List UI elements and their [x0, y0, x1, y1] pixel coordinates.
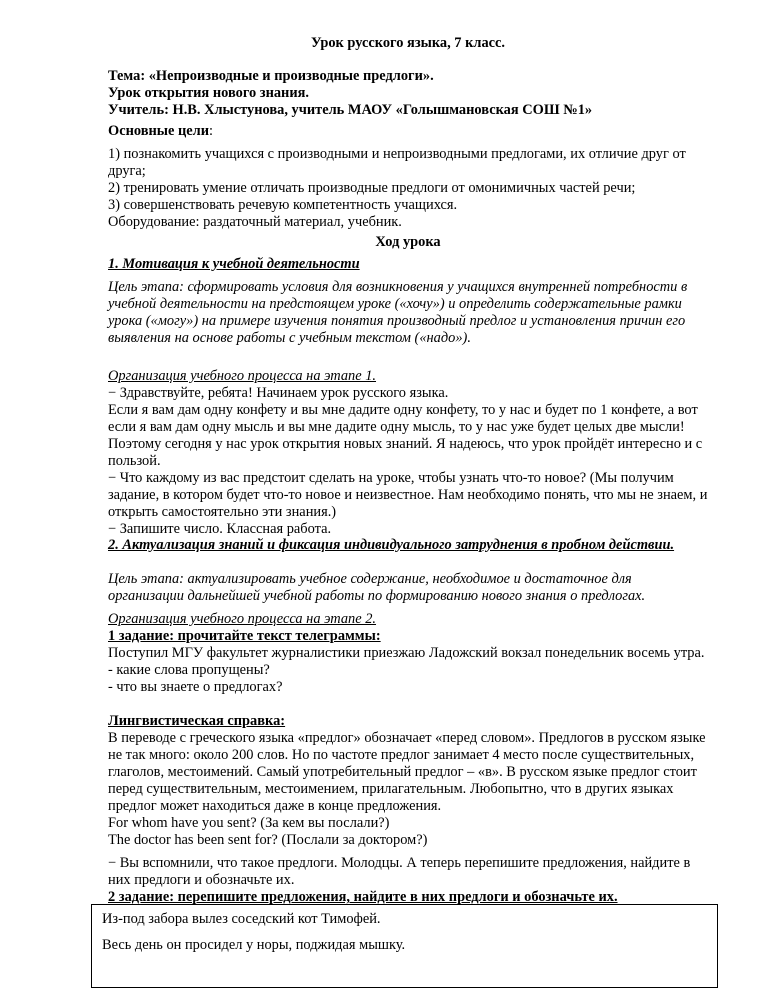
english-example-2: The doctor has been sent for? (Послали за доктором?): [108, 832, 428, 848]
after-ling-text: − Вы вспомнили, что такое предлоги. Молодцы. А теперь перепишите предложения, найдите в них предлоги и обозначьте их.: [108, 855, 691, 888]
task2-box: [91, 904, 718, 988]
goal-item: 1) познакомить учащихся с производными и непроизводными предлогами, их отличие друг от друга;: [108, 146, 686, 179]
task1-text: [108, 645, 708, 696]
box-sentence: Из-под забора вылез соседский кот Тимофей.: [102, 911, 381, 927]
goals-colon: :: [209, 123, 214, 139]
course-title: Ход урока: [375, 234, 441, 250]
stage1-org: Организация учебного процесса на этапе 1.: [108, 368, 377, 384]
box-sentence: Весь день он просидел у норы, поджидая мышку.: [102, 937, 406, 953]
stage1-line: − Запишите число. Классная работа.: [108, 521, 332, 537]
goals-title: Основные цели: [108, 123, 210, 139]
equipment: Оборудование: раздаточный материал, учебник.: [108, 214, 402, 230]
goals-list: [108, 146, 708, 231]
task1-heading: 1 задание: прочитайте текст телеграммы:: [108, 628, 381, 644]
stage1-line: − Здравствуйте, ребята! Начинаем урок русского языка.: [108, 385, 449, 401]
stage1-goal: Цель этапа: сформировать условия для возникновения у учащихся внутренней потребности в учебной деятельности на предстоящем уроке («хочу») и определить содержательные рамки урока («могу») на примере изучения понятия производный предлог и установления причин его выявления на основе работы с учебным текстом («надо»).: [108, 279, 688, 346]
stage1-heading: 1. Мотивация к учебной деятельности: [108, 256, 360, 272]
task2-heading: 2 задание: перепишите предложения, найдите в них предлоги и обозначьте их.: [108, 889, 618, 905]
lesson-topic: Тема: «Непроизводные и производные предлоги».: [108, 68, 434, 84]
ling-text: В переводе с греческого языка «предлог» обозначает «перед словом». Предлогов в русском языке не так много: около 200 слов. Но по частоте предлог занимает 4 место после существительных, глаголов, местоимений. Самый употребительный предлог – «в». В русском языке предлог стоит перед существительным, местоимением, прилагательным. Любопытно, что в других языках предлог может находиться даже в конце предложения.: [108, 730, 706, 814]
stage1-line: − Что каждому из вас предстоит сделать на уроке, чтобы узнать что-то новое? (Мы получим задание, в котором будет что-то новое и неизвестное. Нам необходимо понять, что мы не знаем, и открыть самостоятельно эти знания.): [108, 470, 708, 520]
lesson-type: Урок открытия нового знания.: [108, 85, 310, 101]
stage2-goal: Цель этапа: актуализировать учебное содержание, необходимое и достаточное для организации дальнейшей учебной работы по формированию нового знания о предлогах.: [108, 571, 646, 604]
doc-title: Урок русского языка, 7 класс.: [310, 35, 506, 51]
lesson-teacher: Учитель: Н.В. Хлыстунова, учитель МАОУ «Голышмановская СОШ №1»: [108, 102, 593, 118]
stage1-text: [108, 385, 708, 538]
task1-line: - что вы знаете о предлогах?: [108, 679, 283, 695]
task1-line: - какие слова пропущены?: [108, 662, 270, 678]
task1-line: Поступил МГУ факультет журналистики приезжаю Ладожский вокзал понедельник восемь утра.: [108, 645, 705, 661]
goal-item: 2) тренировать умение отличать производные предлоги от омонимичных частей речи;: [108, 180, 636, 196]
stage2-org: Организация учебного процесса на этапе 2.: [108, 611, 377, 627]
goals-heading: [108, 123, 708, 140]
ling-heading: Лингвистическая справка:: [108, 713, 286, 729]
english-example-1: For whom have you sent? (За кем вы послали?): [108, 815, 390, 831]
header-block: [108, 68, 708, 119]
goal-item: 3) совершенствовать речевую компетентность учащихся.: [108, 197, 458, 213]
stage1-line: Если я вам дам одну конфету и вы мне дадите одну конфету, то у нас и будет по 1 конфете, а вот если я вам дам одну мысль и вы мне дадите одну мысль, то у нас уже будет целых две мысли! Поэтому сегодня у нас урок открытия новых знаний. Я надеюсь, что урок пройдёт интересно и с пользой.: [108, 402, 703, 469]
stage2-heading: 2. Актуализация знаний и фиксация индивидуального затруднения в пробном действии.: [108, 537, 675, 553]
